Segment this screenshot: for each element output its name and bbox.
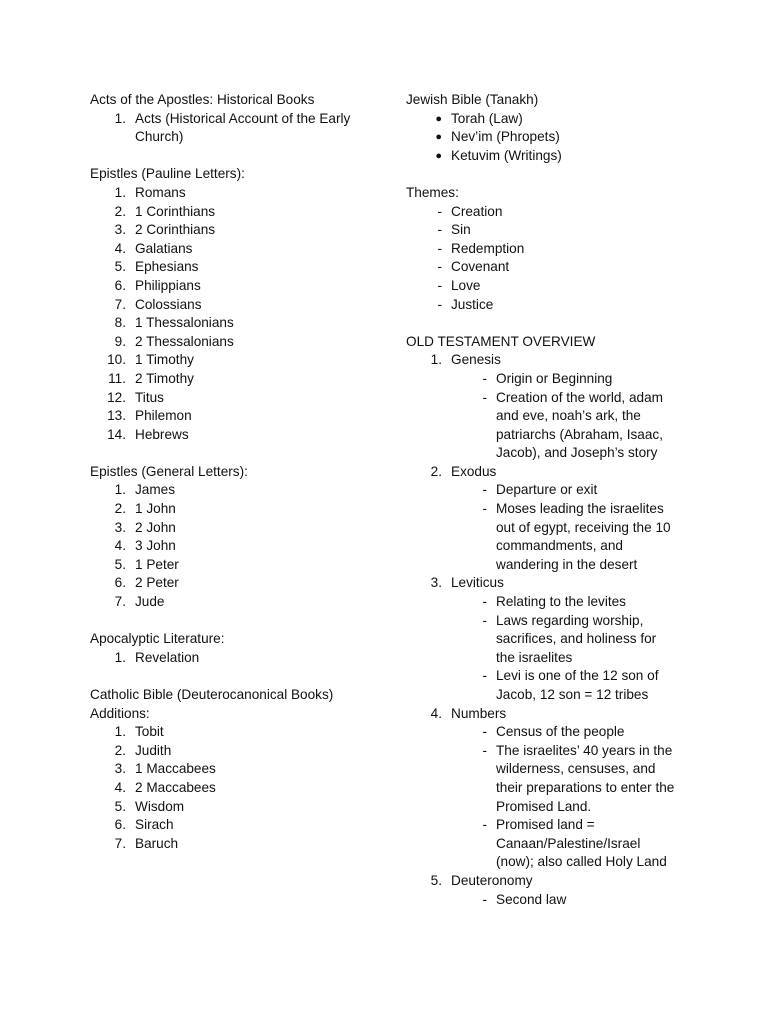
themes-heading: Themes:	[406, 184, 459, 200]
list-marker: 1.	[114, 482, 126, 498]
list-item	[406, 296, 706, 315]
ot-section	[406, 333, 706, 909]
list-text: Nev’im (Phropets)	[451, 129, 560, 145]
list-item	[90, 333, 390, 352]
tanakh-list	[406, 110, 706, 166]
list-text: Philemon	[135, 408, 192, 424]
list-text: Justice	[451, 296, 494, 312]
list-item	[90, 798, 390, 817]
list-item	[90, 110, 390, 147]
ot-note	[451, 723, 706, 742]
list-marker: -	[482, 724, 487, 740]
list-item	[90, 296, 390, 315]
list-text: Levi is one of the 12 son of Jacob, 12 son = 12 tribes	[496, 668, 659, 702]
list-text: 2 Peter	[135, 575, 179, 591]
list-item	[90, 407, 390, 426]
list-marker: 5.	[114, 556, 126, 572]
list-item	[406, 203, 706, 222]
pauline-heading: Epistles (Pauline Letters):	[90, 166, 245, 182]
list-marker: 4.	[114, 240, 126, 256]
ot-book	[406, 705, 706, 724]
themes-list	[406, 203, 706, 315]
list-marker: 3.	[114, 222, 126, 238]
list-item	[406, 147, 706, 166]
list-marker: -	[437, 277, 442, 293]
list-marker: 4.	[114, 779, 126, 795]
ot-note	[451, 816, 706, 872]
list-marker: ●	[435, 149, 442, 162]
list-marker: -	[482, 668, 487, 684]
list-marker: 2.	[114, 501, 126, 517]
list-text: 1 Timothy	[135, 352, 194, 368]
general-section	[90, 463, 390, 612]
list-number: 1.	[114, 110, 126, 126]
list-text: Hebrews	[135, 426, 189, 442]
list-text: 1 Peter	[135, 556, 179, 572]
list-text: Baruch	[135, 835, 179, 851]
list-text: Promised land = Canaan/Palestine/Israel (now); also called Holy Land	[496, 817, 667, 870]
list-item	[90, 649, 390, 668]
catholic-section	[90, 686, 390, 853]
apocalyptic-heading: Apocalyptic Literature:	[90, 631, 225, 647]
acts-heading: Acts of the Apostles: Historical Books	[90, 92, 315, 107]
right-column	[406, 91, 706, 928]
list-text: Laws regarding worship, sacrifices, and holiness for the israelites	[496, 612, 657, 665]
list-marker: 14.	[107, 426, 126, 442]
list-text: Numbers	[451, 705, 507, 721]
list-item	[406, 277, 706, 296]
ot-book-notes	[451, 723, 706, 872]
list-marker: -	[437, 203, 442, 219]
catholic-heading: Catholic Bible (Deuterocanonical Books)	[90, 687, 334, 702]
list-item	[90, 500, 390, 519]
list-marker: 7.	[114, 835, 126, 851]
list-item	[90, 742, 390, 761]
list-marker: -	[482, 389, 487, 405]
list-marker: -	[482, 370, 487, 386]
list-marker: -	[482, 817, 487, 833]
acts-section	[90, 91, 390, 147]
list-text: Galatians	[135, 240, 193, 256]
list-marker: 6.	[114, 575, 126, 591]
ot-book	[406, 574, 706, 593]
list-text: Sin	[451, 222, 471, 238]
ot-note	[451, 742, 706, 816]
list-item	[90, 426, 390, 445]
list-marker: ●	[435, 112, 442, 125]
general-list	[90, 481, 390, 611]
list-text: 2 Thessalonians	[135, 333, 234, 349]
list-text: James	[135, 482, 176, 498]
list-marker: 3.	[430, 575, 442, 591]
list-marker: -	[482, 612, 487, 628]
list-text: Deuteronomy	[451, 872, 533, 888]
list-text: Philippians	[135, 277, 201, 293]
list-text: Jude	[135, 594, 165, 610]
ot-book-notes	[451, 481, 706, 574]
list-item	[90, 203, 390, 222]
list-item	[90, 258, 390, 277]
list-marker: 3.	[114, 761, 126, 777]
tanakh-heading: Jewish Bible (Tanakh)	[406, 92, 539, 107]
list-marker: 5.	[114, 798, 126, 814]
list-item	[406, 240, 706, 259]
ot-note	[451, 612, 706, 668]
list-marker: 6.	[114, 817, 126, 833]
list-marker: ●	[435, 131, 442, 144]
list-text: Relating to the levites	[496, 594, 626, 610]
list-text: Love	[451, 277, 481, 293]
list-text: Creation of the world, adam and eve, noah’s ark, the patriarchs (Abraham, Isaac, Jacob), and Joseph’s story	[496, 389, 663, 461]
list-marker: -	[437, 259, 442, 275]
list-item	[90, 537, 390, 556]
list-item	[406, 221, 706, 240]
list-item	[90, 556, 390, 575]
ot-note	[451, 370, 706, 389]
list-text: Second law	[496, 891, 567, 907]
list-text: Romans	[135, 184, 186, 200]
list-text: 2 Maccabees	[135, 779, 216, 795]
list-marker: 3.	[114, 519, 126, 535]
list-item	[90, 370, 390, 389]
list-marker: -	[437, 296, 442, 312]
list-marker: -	[482, 594, 487, 610]
ot-book	[406, 872, 706, 891]
ot-book-notes	[451, 370, 706, 463]
list-marker: 9.	[114, 333, 126, 349]
list-item	[90, 184, 390, 203]
list-item	[90, 240, 390, 259]
list-marker: -	[482, 501, 487, 517]
list-marker: 1.	[114, 649, 126, 665]
list-text: Sirach	[135, 817, 174, 833]
list-item	[90, 221, 390, 240]
list-text: The israelites’ 40 years in the wilderness, censuses, and their preparations to enter the Promised Land.	[496, 742, 675, 814]
list-marker: 5.	[114, 259, 126, 275]
ot-note	[451, 500, 706, 574]
tanakh-section	[406, 91, 706, 165]
list-text: Origin or Beginning	[496, 370, 613, 386]
ot-book	[406, 351, 706, 370]
list-item	[406, 128, 706, 147]
list-item	[90, 277, 390, 296]
list-text: 1 Corinthians	[135, 203, 216, 219]
list-marker: 13.	[107, 408, 126, 424]
list-marker: 2.	[114, 742, 126, 758]
ot-note	[451, 667, 706, 704]
general-heading: Epistles (General Letters):	[90, 463, 248, 479]
list-text: Genesis	[451, 352, 501, 368]
list-text: Departure or exit	[496, 482, 598, 498]
list-marker: 6.	[114, 277, 126, 293]
ot-book-notes	[451, 891, 706, 910]
ot-heading: OLD TESTAMENT OVERVIEW	[406, 333, 596, 349]
list-text: Exodus	[451, 463, 497, 479]
list-marker: -	[437, 240, 442, 256]
list-marker: 1.	[114, 184, 126, 200]
list-text: Wisdom	[135, 798, 185, 814]
list-marker: 2.	[114, 203, 126, 219]
list-text: Colossians	[135, 296, 202, 312]
ot-note	[451, 593, 706, 612]
list-marker: 12.	[107, 389, 126, 405]
list-item	[90, 389, 390, 408]
pauline-section	[90, 165, 390, 444]
list-marker: 10.	[107, 352, 126, 368]
list-marker: 11.	[108, 370, 126, 386]
list-marker: 1.	[114, 724, 126, 740]
list-marker: -	[482, 742, 487, 758]
list-text: Judith	[135, 742, 172, 758]
list-marker: 7.	[114, 594, 126, 610]
list-item	[90, 519, 390, 538]
list-marker: -	[437, 222, 442, 238]
themes-section	[406, 184, 706, 314]
list-text: Moses leading the israelites out of egypt, receiving the 10 commandments, and wandering in the desert	[496, 501, 671, 572]
list-text: Ephesians	[135, 259, 199, 275]
left-column	[90, 91, 390, 872]
list-text: Covenant	[451, 259, 510, 275]
apocalyptic-list	[90, 649, 390, 668]
ot-list	[406, 351, 706, 909]
list-text: 1 Thessalonians	[135, 315, 234, 331]
list-marker: 5.	[430, 872, 442, 888]
list-item	[90, 351, 390, 370]
list-item	[90, 760, 390, 779]
list-item	[90, 835, 390, 854]
list-text: Torah (Law)	[451, 110, 523, 126]
list-marker: 8.	[114, 315, 126, 331]
list-text: Census of the people	[496, 724, 625, 740]
ot-note	[451, 389, 706, 463]
list-item	[406, 258, 706, 277]
list-text: 3 John	[135, 538, 176, 554]
list-text: Tobit	[135, 724, 164, 740]
list-item	[406, 110, 706, 129]
list-item	[90, 481, 390, 500]
list-marker: 4.	[430, 705, 442, 721]
list-text: 1 John	[135, 501, 176, 517]
list-marker: 2.	[430, 463, 442, 479]
list-marker: -	[482, 482, 487, 498]
catholic-subheading: Additions:	[90, 705, 150, 721]
list-marker: 4.	[114, 538, 126, 554]
list-text: 1 Maccabees	[135, 761, 216, 777]
ot-book	[406, 463, 706, 482]
catholic-list	[90, 723, 390, 853]
list-text: 2 Timothy	[135, 370, 194, 386]
list-text: Ketuvim (Writings)	[451, 147, 562, 163]
ot-book-notes	[451, 593, 706, 705]
list-marker: 1.	[430, 352, 442, 368]
pauline-list	[90, 184, 390, 444]
list-marker: 7.	[114, 296, 126, 312]
list-item	[90, 723, 390, 742]
ot-note	[451, 891, 706, 910]
list-item	[90, 779, 390, 798]
list-item	[90, 593, 390, 612]
list-text: Redemption	[451, 240, 525, 256]
list-text: Acts (Historical Account of the Early Church)	[135, 110, 351, 145]
list-item	[90, 816, 390, 835]
list-text: Titus	[135, 389, 164, 405]
ot-note	[451, 481, 706, 500]
list-text: Revelation	[135, 649, 200, 665]
list-text: 2 Corinthians	[135, 222, 216, 238]
list-marker: -	[482, 891, 487, 907]
list-item	[90, 574, 390, 593]
apocalyptic-section	[90, 630, 390, 667]
list-text: 2 John	[135, 519, 176, 535]
list-item	[90, 314, 390, 333]
list-text: Creation	[451, 203, 503, 219]
list-text: Leviticus	[451, 575, 504, 591]
